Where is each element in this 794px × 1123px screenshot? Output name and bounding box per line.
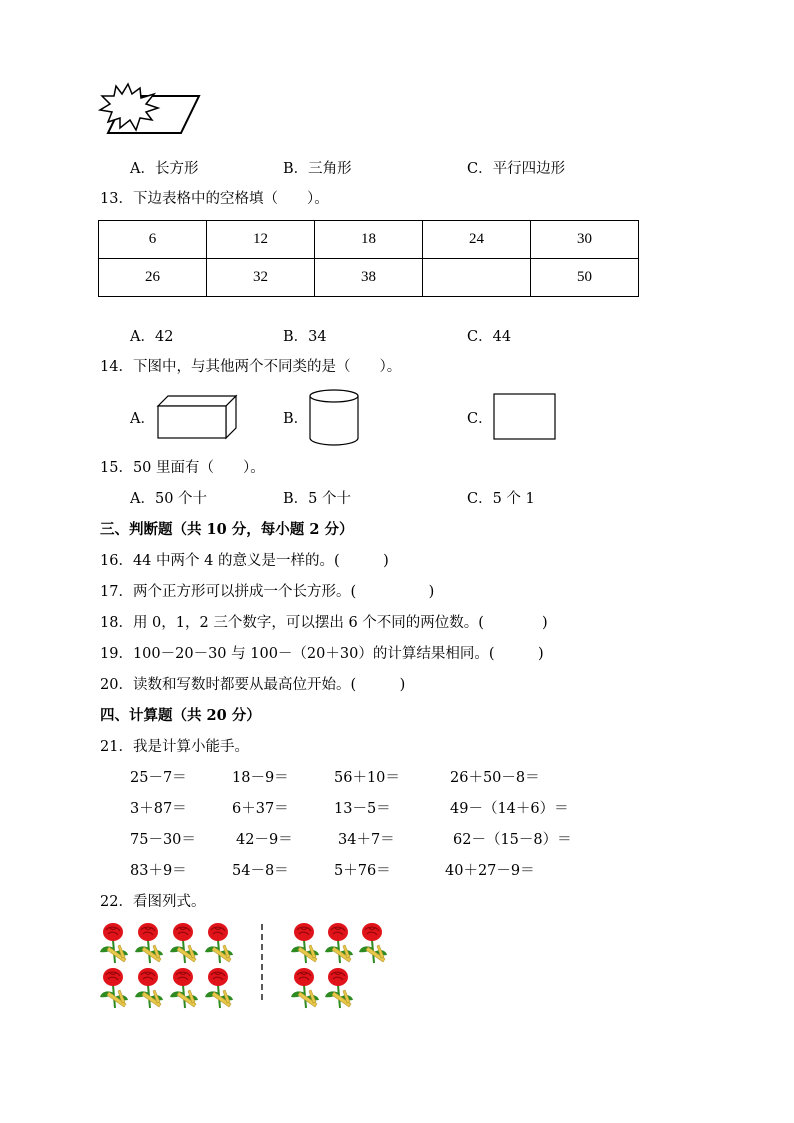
q15-option-b: B．5 个十 — [283, 491, 351, 507]
q13-option-b: B．34 — [283, 329, 327, 345]
q14-label-c: C． — [467, 411, 493, 427]
table-cell: 24 — [423, 221, 531, 259]
table-cell: 26 — [99, 259, 207, 297]
rose-icon — [357, 922, 389, 964]
calc-item: 25－7＝ — [130, 770, 187, 786]
cuboid-figure — [156, 394, 238, 440]
rose-icon — [323, 967, 355, 1009]
q12-option-a: A．长方形 — [130, 161, 199, 177]
q15-text: 15．50 里面有（ ）。 — [100, 460, 265, 476]
table-cell-blank — [423, 259, 531, 297]
q12-option-c: C．平行四边形 — [467, 161, 566, 177]
q21-text: 21．我是计算小能手。 — [100, 739, 249, 755]
calc-item: 18－9＝ — [232, 770, 289, 786]
calc-item: 40＋27－9＝ — [445, 863, 535, 879]
star-parallelogram-figure — [96, 82, 206, 142]
rose-icon — [133, 922, 165, 964]
calc-item: 56＋10＝ — [334, 770, 400, 786]
rose-icon — [289, 967, 321, 1009]
q15-option-c: C．5 个 1 — [467, 491, 535, 507]
section4-title: 四、计算题（共 20 分） — [100, 707, 261, 724]
q14-label-b: B． — [283, 411, 309, 427]
table-cell: 32 — [207, 259, 315, 297]
calc-item: 49－（14＋6）＝ — [450, 801, 569, 817]
rose-icon — [98, 967, 130, 1009]
table-row — [99, 221, 639, 259]
rose-icon — [133, 967, 165, 1009]
judge-item-17: 17．两个正方形可以拼成一个长方形。( ) — [100, 584, 435, 600]
q12-option-b: B．三角形 — [283, 161, 352, 177]
q14-text: 14．下图中，与其他两个不同类的是（ ）。 — [100, 359, 402, 375]
calc-item: 34＋7＝ — [338, 832, 395, 848]
calc-item: 26＋50－8＝ — [450, 770, 540, 786]
calc-item: 75－30＝ — [130, 832, 196, 848]
q15-option-a: A．50 个十 — [130, 491, 208, 507]
q13-option-c: C．44 — [467, 329, 512, 345]
judge-item-19: 19．100－20－30 与 100－（20＋30）的计算结果相同。( ) — [100, 646, 544, 662]
calc-item: 54－8＝ — [232, 863, 289, 879]
section3-title: 三、判断题（共 10 分，每小题 2 分） — [100, 521, 354, 538]
judge-item-16: 16．44 中两个 4 的意义是一样的。( ) — [100, 553, 389, 569]
q22-text: 22．看图列式。 — [100, 894, 206, 910]
calc-item: 6＋37＝ — [232, 801, 289, 817]
rose-icon — [203, 967, 235, 1009]
calc-item: 13－5＝ — [334, 801, 391, 817]
table-cell: 38 — [315, 259, 423, 297]
q13-text: 13．下边表格中的空格填（ ）。 — [100, 191, 329, 207]
table-cell: 30 — [531, 221, 639, 259]
rose-icon — [168, 922, 200, 964]
calc-item: 62－（15－8）＝ — [453, 832, 572, 848]
table-cell: 12 — [207, 221, 315, 259]
table-cell: 6 — [99, 221, 207, 259]
q13-number-table — [98, 220, 639, 297]
judge-item-20: 20．读数和写数时都要从最高位开始。( ) — [100, 677, 406, 693]
dashed-divider — [260, 924, 264, 1004]
calc-item: 83＋9＝ — [130, 863, 187, 879]
rose-icon — [323, 922, 355, 964]
calc-item: 5＋76＝ — [334, 863, 391, 879]
calc-item: 3＋87＝ — [130, 801, 187, 817]
q14-label-a: A． — [130, 411, 155, 427]
table-row — [99, 259, 639, 297]
calc-item: 42－9＝ — [236, 832, 293, 848]
rose-icon — [289, 922, 321, 964]
rectangle-figure — [493, 393, 557, 441]
rose-icon — [98, 922, 130, 964]
rose-icon — [203, 922, 235, 964]
table-cell: 50 — [531, 259, 639, 297]
cylinder-figure — [308, 388, 360, 448]
rose-icon — [168, 967, 200, 1009]
judge-item-18: 18．用 0，1，2 三个数字，可以摆出 6 个不同的两位数。( ) — [100, 615, 548, 631]
table-cell: 18 — [315, 221, 423, 259]
q13-option-a: A．42 — [130, 329, 174, 345]
